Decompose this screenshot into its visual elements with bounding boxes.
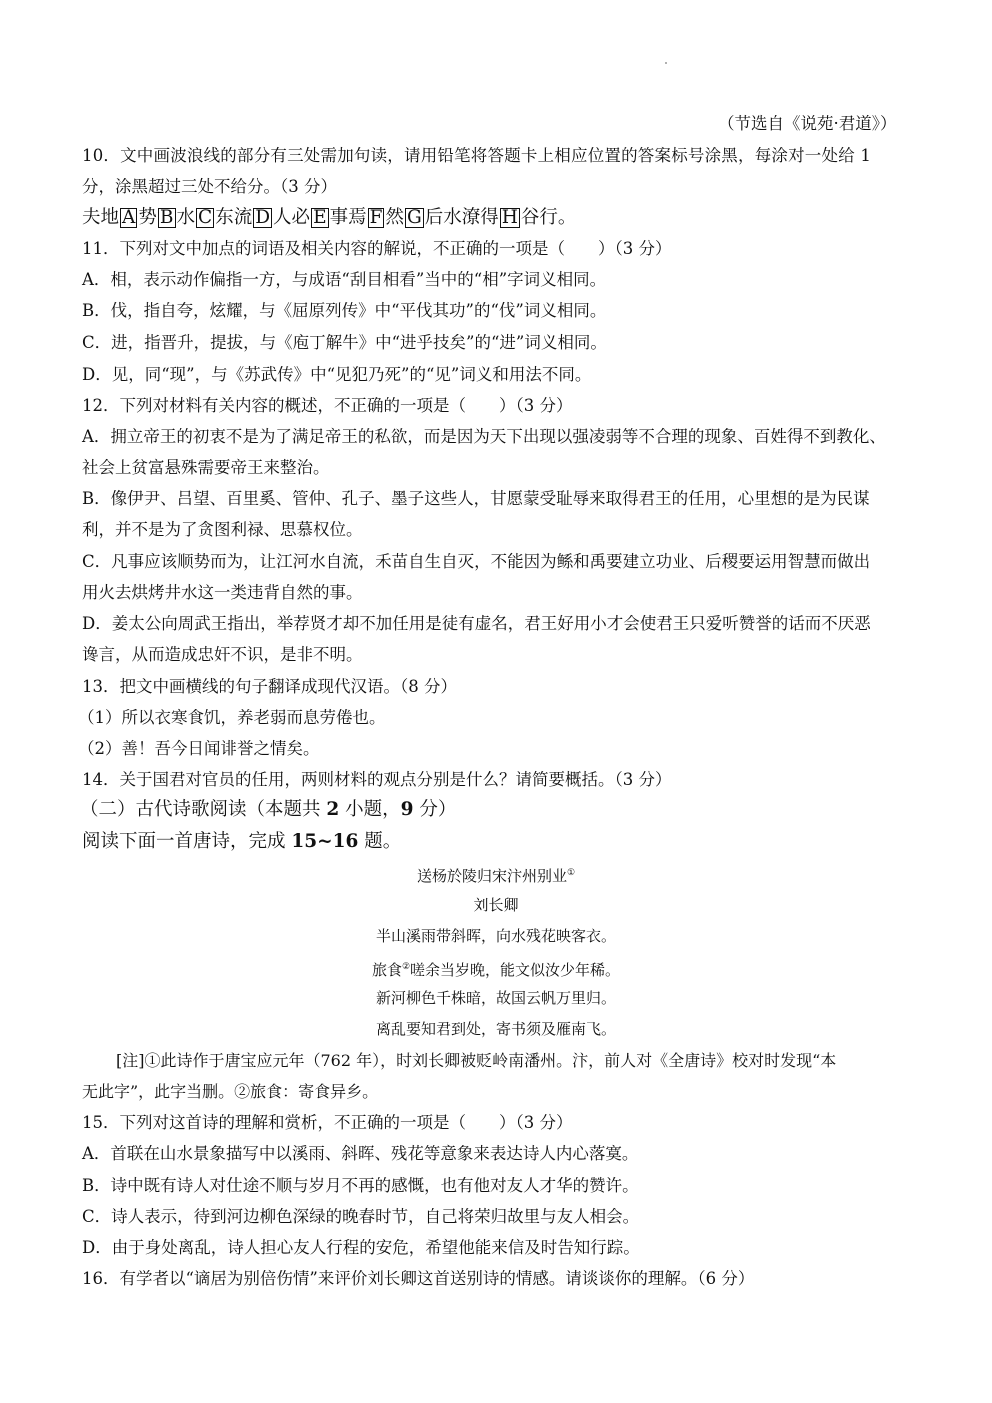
poem-title-text: 送杨於陵归宋汴州别业 [416, 867, 567, 885]
answer-box-e[interactable]: E [313, 207, 327, 228]
q13-sentence-1: （1）所以衣寒食饥，养老弱而息劳倦也。 [78, 708, 386, 727]
q15-stem: 15．下列对这首诗的理解和赏析，不正确的一项是（ ）（3 分） [82, 1113, 573, 1132]
q10-stem-line1: 10．文中画波浪线的部分有三处需加句读，请用铅笔将答题卡上相应位置的答案标号涂黑，每涂对一处给 1 [82, 146, 872, 165]
q15-option-d: D．由于身处离乱，诗人担心友人行程的安危，希望他能来信及时告知行踪。 [82, 1238, 640, 1257]
q12-option-b-line1: B．像伊尹、吕望、百里奚、管仲、孔子、墨子这些人，甘愿蒙受耻辱来取得君王的任用，心里想的是为民谋 [82, 489, 870, 508]
footnote-mark: ① [566, 868, 576, 878]
q12-option-a-line2: 社会上贫富悬殊需要帝王来整治。 [82, 458, 330, 477]
q10-punctuation-line [82, 207, 576, 229]
poem-text: 旅食 [371, 961, 402, 979]
section-heading [80, 799, 456, 821]
text-segment: 事焉 [329, 207, 367, 228]
q11-option-c: C．进，指晋升，提拔，与《庖丁解牛》中“进乎技矣”的“进”词义相同。 [82, 333, 607, 352]
answer-box-c[interactable]: C [198, 207, 213, 228]
text-segment: 后水潦得 [424, 207, 499, 228]
text-segment: 势 [138, 207, 157, 228]
q11-option-d: D．见，同“现”，与《苏武传》中“见犯乃死”的“见”词义和用法不同。 [82, 365, 592, 384]
q12-option-a-line1: A．拥立帝王的初衷不是为了满足帝王的私欲，而是因为天下出现以强凌弱等不合理的现象、百姓得不到教化、 [82, 427, 886, 446]
poem-note-line2: 无此字”，此字当删。②旅食：寄食异乡。 [82, 1082, 379, 1101]
q16-stem: 16．有学者以“谪居为别倍伤情”来评价刘长卿这首送别诗的情感。请谈谈你的理解。（6 分） [82, 1269, 755, 1288]
q12-option-c-line1: C．凡事应该顺势而为，让江河水自流，禾苗自生自灭，不能因为鲧和禹要建立功业、后稷要运用智慧而做出 [82, 552, 871, 571]
q11-option-a: A．相，表示动作偏指一方，与成语“刮目相看”当中的“相”字词义相同。 [82, 270, 607, 289]
answer-box-a[interactable]: A [122, 207, 136, 228]
text-segment: 然 [385, 207, 404, 228]
q15-option-b: B．诗中既有诗人对仕途不顺与岁月不再的感慨，也有他对友人才华的赞许。 [82, 1176, 639, 1195]
section-heading-text: 小题， [339, 799, 401, 820]
text-segment: 谷行。 [520, 207, 577, 228]
poem-line-3: 新河柳色千株暗，故国云帆万里归。 [375, 989, 616, 1007]
answer-box-h[interactable]: H [501, 207, 518, 228]
q14-stem: 14．关于国君对官员的任用，两则材料的观点分别是什么？请简要概括。（3 分） [82, 770, 672, 789]
q11-option-b: B．伐，指自夸，炫耀，与《屈原列传》中“平伐其功”的“伐”词义相同。 [82, 301, 607, 320]
q12-option-d-line1: D．姜太公向周武王指出，举荐贤才却不加任用是徒有虚名，君王好用小才会使君王只爱听赞誉的话而不厌恶 [82, 614, 871, 633]
q13-stem: 13．把文中画横线的句子翻译成现代汉语。（8 分） [82, 677, 457, 696]
poem-note-line1: [注]①此诗作于唐宝应元年（762 年），时刘长卿被贬岭南潘州。汴，前人对《全唐诗》校对时发现“本 [116, 1051, 837, 1070]
section-question-count: 2 [326, 799, 340, 820]
section-score: 9 [400, 799, 414, 820]
q12-option-c-line2: 用火去烘烤井水这一类违背自然的事。 [82, 583, 363, 602]
scan-dot [665, 62, 667, 64]
section-heading-text: （二）古代诗歌阅读（本题共 [80, 799, 327, 820]
answer-box-d[interactable]: D [255, 207, 271, 228]
text-segment: 夫地 [82, 207, 120, 228]
section-heading-text: 分） [413, 799, 457, 820]
q12-option-b-line2: 利，并不是为了贪图利禄、思慕权位。 [82, 520, 363, 539]
answer-box-f[interactable]: F [369, 207, 383, 228]
q13-sentence-2: （2）善！吾今日闻诽誉之情矣。 [78, 739, 320, 758]
reading-instruction [82, 831, 401, 853]
poem-line-2 [0, 956, 992, 981]
answer-box-b[interactable]: B [159, 207, 174, 228]
footnote-mark: ② [401, 962, 411, 972]
q11-stem: 11．下列对文中加点的词语及相关内容的解说，不正确的一项是（ ）（3 分） [82, 239, 672, 258]
poem-line-4: 离乱要知君到处，寄书须及雁南飞。 [375, 1020, 616, 1038]
text-segment: 水 [176, 207, 196, 228]
q15-option-a: A．首联在山水景象描写中以溪雨、斜晖、残花等意象来表达诗人内心落寞。 [82, 1144, 639, 1163]
text-segment: 人必 [273, 207, 311, 228]
question-range: 15~16 [291, 831, 359, 852]
poem-text: 嗟余当岁晚，能文似汝少年稀。 [410, 961, 621, 979]
poem-title [0, 862, 992, 887]
instruction-text: 阅读下面一首唐诗，完成 [82, 831, 292, 852]
q10-stem-line2: 分，涂黑超过三处不给分。（3 分） [82, 177, 337, 196]
instruction-text: 题。 [358, 831, 402, 852]
q12-stem: 12．下列对材料有关内容的概述，不正确的一项是（ ）（3 分） [82, 396, 573, 415]
source-citation: （节选自《说苑·君道》） [718, 114, 897, 133]
q15-option-c: C．诗人表示，待到河边柳色深绿的晚春时节，自己将荣归故里与友人相会。 [82, 1207, 640, 1226]
poem-author: 刘长卿 [473, 896, 519, 914]
answer-box-g[interactable]: G [406, 207, 422, 228]
text-segment: 东流 [215, 207, 253, 228]
poem-line-1: 半山溪雨带斜晖，向水残花映客衣。 [375, 927, 616, 945]
q12-option-d-line2: 谗言，从而造成忠奸不识，是非不明。 [82, 645, 363, 664]
